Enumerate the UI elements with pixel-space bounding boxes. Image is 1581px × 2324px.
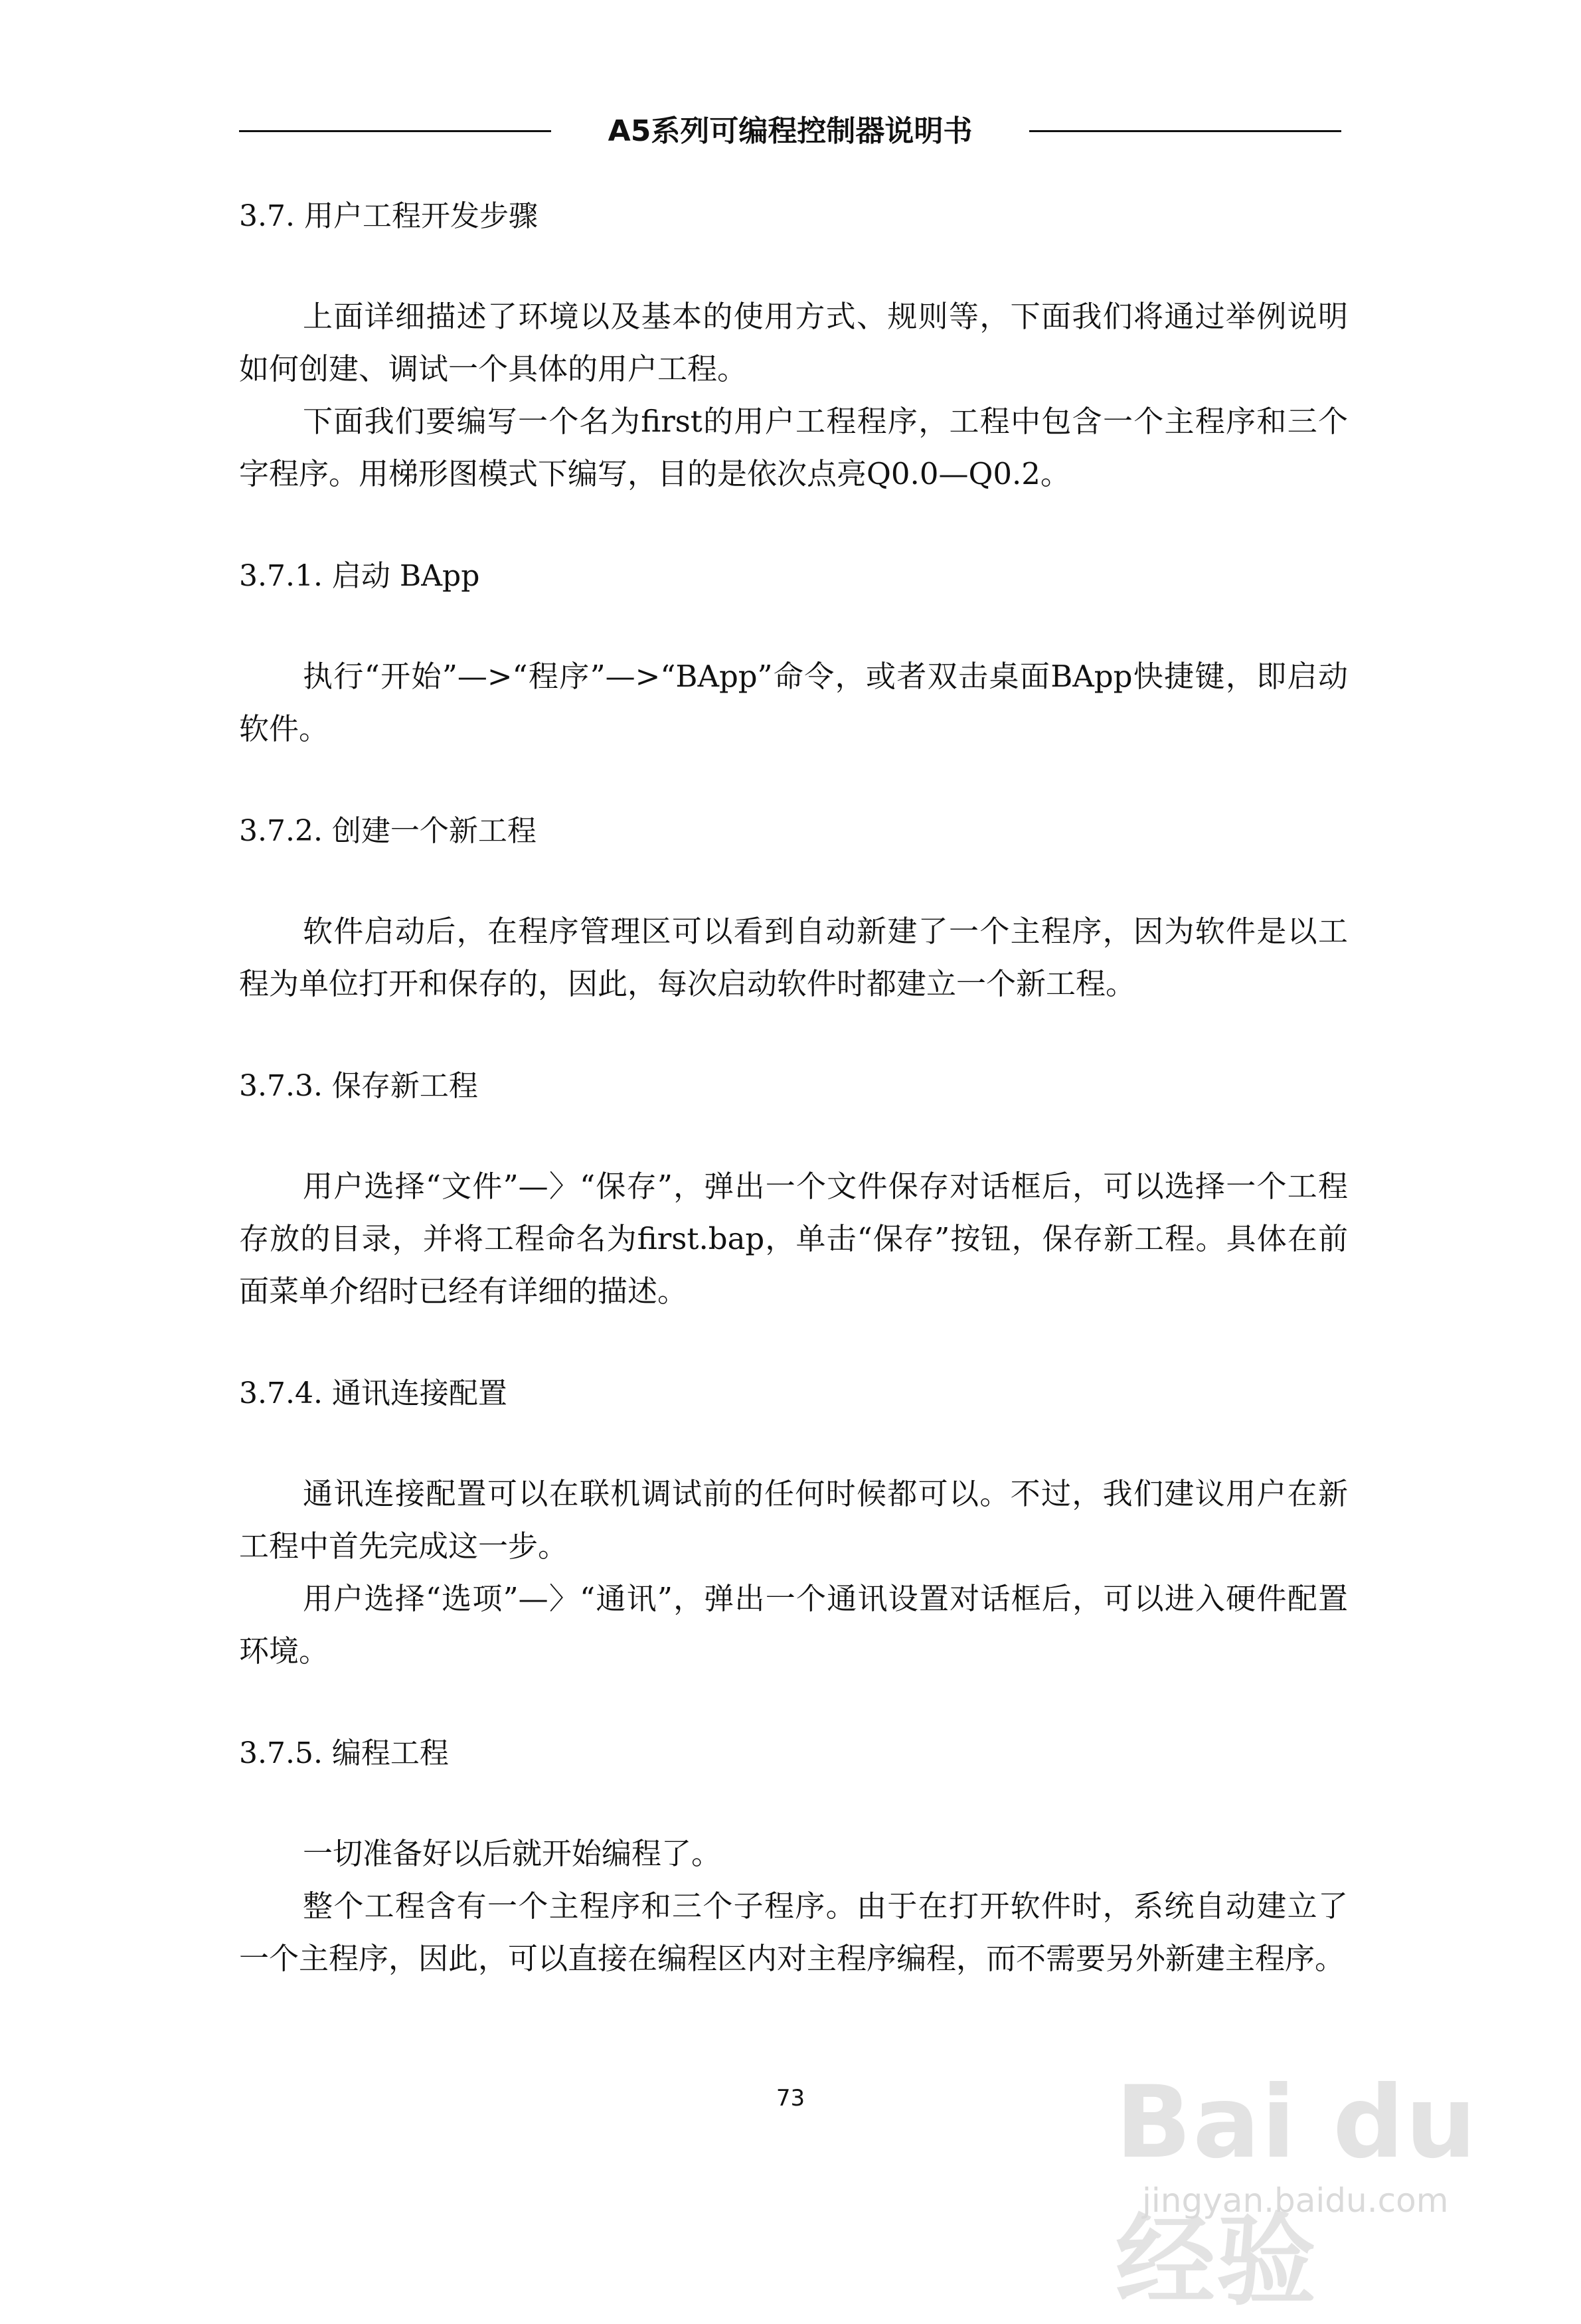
paragraph: 整个工程含有一个主程序和三个子程序。由于在打开软件时，系统自动建立了一个主程序，因此，可以直接在编程区内对主程序编程，而不需要另外新建主程序。: [239, 1888, 1348, 1976]
section-heading-3-7-4: 3.7.4. 通讯连接配置: [239, 1376, 507, 1410]
paragraph: 用户选择“选项”—〉“通讯”，弹出一个通讯设置对话框后，可以进入硬件配置环境。: [239, 1581, 1348, 1669]
paragraph: 软件启动后，在程序管理区可以看到自动新建了一个主程序，因为软件是以工程为单位打开和保存的，因此，每次启动软件时都建立一个新工程。: [239, 914, 1348, 1001]
paragraph: 一切准备好以后就开始编程了。: [303, 1836, 722, 1871]
paragraph: 执行“开始”—>“程序”—>“BApp”命令，或者双击桌面BApp快捷键，即启动软件。: [239, 659, 1348, 746]
section-heading-3-7: 3.7. 用户工程开发步骤: [239, 199, 538, 233]
page-number: 73: [776, 2085, 805, 2112]
page-content: [239, 196, 1348, 1985]
section-heading-3-7-5: 3.7.5. 编程工程: [239, 1736, 449, 1770]
paragraph: 通讯连接配置可以在联机调试前的任何时候都可以。不过，我们建议用户在新工程中首先完成这一步。: [239, 1476, 1348, 1564]
header-rule-right: [1029, 130, 1341, 132]
paragraph: 下面我们要编写一个名为first的用户工程程序，工程中包含一个主程序和三个字程序。用梯形图模式下编写，目的是依次点亮Q0.0—Q0.2。: [239, 404, 1348, 491]
section-heading-3-7-1: 3.7.1. 启动 BApp: [239, 559, 480, 593]
baidu-jingyan-watermark: [1116, 2065, 1547, 2319]
page-header: [239, 113, 1341, 159]
header-title: A5系列可编程控制器说明书: [608, 114, 973, 148]
paragraph: 上面详细描述了环境以及基本的使用方式、规则等，下面我们将通过举例说明如何创建、调试一个具体的用户工程。: [239, 299, 1348, 386]
header-rule-left: [239, 130, 551, 132]
section-heading-3-7-2: 3.7.2. 创建一个新工程: [239, 814, 537, 848]
paragraph: 用户选择“文件”—〉“保存”，弹出一个文件保存对话框后，可以选择一个工程存放的目录，并将工程命名为first.bap，单击“保存”按钮，保存新工程。具体在前面菜单介绍时已经有详细的描述。: [239, 1169, 1348, 1309]
section-heading-3-7-3: 3.7.3. 保存新工程: [239, 1069, 478, 1103]
watermark-brand: Bai du 经验: [1116, 2065, 1478, 2319]
watermark-url: jingyan.baidu.com: [1142, 2181, 1449, 2220]
